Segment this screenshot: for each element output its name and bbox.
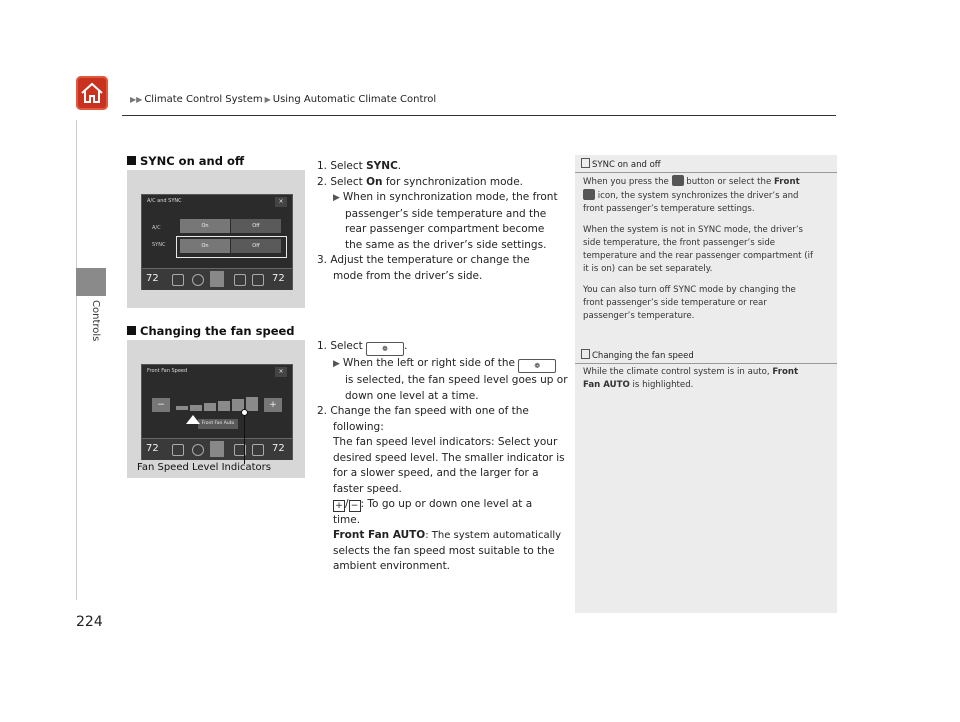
- plus-icon: +: [333, 500, 345, 512]
- vent-icon: [192, 444, 204, 456]
- page-number: 224: [76, 614, 103, 630]
- bullet-square-icon: [127, 326, 136, 335]
- sync-steps: 1. Select SYNC. 2. Select On for synchronization mode. ▶ When in synchronization mode, the front passenger’s side temperature and the rear passenger compartment become the same as the driver’s side settings. 3. Adjust the temperature or change the mode from the driver’s side.: [317, 160, 558, 282]
- callout-dot: [241, 409, 248, 416]
- callout-line: [244, 412, 245, 464]
- section-heading-fan: Changing the fan speed: [127, 324, 295, 338]
- seat-icon: [172, 444, 184, 456]
- arrow-icon: ▶: [333, 359, 340, 369]
- notes-panel: [575, 155, 837, 613]
- ac-off-button: Off: [231, 219, 281, 233]
- note-body-fan: While the climate control system is in auto, Front Fan AUTO is highlighted.: [583, 367, 799, 390]
- defrost-icon: [234, 274, 246, 286]
- ac-on-button: On: [180, 219, 230, 233]
- fan-minus-button: −: [152, 398, 170, 412]
- seat-icon: [252, 274, 264, 286]
- note-title-sync: SYNC on and off: [581, 158, 661, 170]
- fan-level-indicator: [218, 401, 230, 411]
- touch-pointer-icon: [186, 415, 200, 424]
- fan-icon: [210, 271, 224, 287]
- arrow-icon: ▶: [333, 193, 340, 203]
- fan-level-indicator: [176, 406, 188, 410]
- sync-button-icon: [672, 175, 684, 186]
- close-icon: ×: [275, 197, 287, 207]
- breadcrumb-arrow-icon: ▶▶: [130, 95, 143, 104]
- note-icon: [581, 349, 590, 359]
- sync-on-button: On: [180, 239, 230, 253]
- temp-right: 72: [272, 273, 285, 284]
- fan-level-indicator: [190, 405, 202, 411]
- vent-icon: [192, 274, 204, 286]
- fan-steps: 1. Select ❁ . ▶ When the left or right side of the ❁ is selected, the fan speed level goes up or down one level at a time. 2. Change the fan speed with one of the following: The fan speed level indicators: Select your desired speed level. The smaller indicator is for a slower speed, and the larger for a faster speed. + / − : To go up or down one level at a time. Front Fan AUTO: The system automatically selects the fan speed most suitable to the ambient environment.: [317, 340, 568, 572]
- ac-row-label: A/C: [152, 225, 161, 231]
- note-divider: [575, 363, 837, 364]
- fan-speed-level-indicators-label: Fan Speed Level Indicators: [137, 462, 271, 473]
- fan-level-indicator: [204, 403, 216, 411]
- climate-bar: [142, 268, 292, 290]
- fan-button-icon: ❁: [366, 342, 404, 356]
- screen-title: A/C and SYNC: [147, 198, 182, 204]
- climate-bar: [142, 438, 292, 460]
- sync-row-label: SYNC: [152, 242, 166, 248]
- home-icon[interactable]: [76, 76, 108, 110]
- front-fan-auto-button: Front Fan Auto: [198, 419, 238, 429]
- breadcrumb-item[interactable]: Climate Control System: [144, 94, 263, 105]
- fan-plus-button: +: [264, 398, 282, 412]
- sync-screen-image: [127, 170, 305, 308]
- seat-icon: [172, 274, 184, 286]
- temp-left: 72: [146, 273, 159, 284]
- breadcrumb-item[interactable]: Using Automatic Climate Control: [272, 94, 437, 105]
- fan-button-icon: ❁: [518, 359, 556, 373]
- breadcrumb: [128, 94, 436, 105]
- note-body-sync: When you press the button or select the Front icon, the system synchronizes the driver’s and front passenger’s temperature settings. When the system is not in SYNC mode, the driver’s side temperature, the front passenger’s side temperature and the rear passenger compartment (if it is on) can be set separately. You can also turn off SYNC mode by changing the front passenger’s side temperature or rear passenger’s temperature.: [583, 177, 814, 321]
- minus-icon: −: [349, 500, 361, 512]
- fan-screen: [141, 364, 293, 460]
- close-icon: ×: [275, 367, 287, 377]
- sidebar-label: Controls: [90, 300, 101, 342]
- fan-icon: [210, 441, 224, 457]
- sync-off-button: Off: [231, 239, 281, 253]
- breadcrumb-arrow-icon: ▶: [264, 95, 271, 104]
- section-heading-sync: SYNC on and off: [127, 154, 244, 168]
- note-icon: [581, 158, 590, 168]
- sidebar-tab[interactable]: [76, 268, 106, 296]
- note-title-fan: Changing the fan speed: [581, 349, 694, 361]
- note-divider: [575, 172, 837, 173]
- screen-title: Front Fan Speed: [147, 368, 188, 374]
- sidebar-line: [76, 120, 77, 600]
- header-divider: [122, 115, 836, 116]
- temp-right: 72: [272, 443, 285, 454]
- seat-icon: [252, 444, 264, 456]
- sync-screen: [141, 194, 293, 290]
- temp-left: 72: [146, 443, 159, 454]
- bullet-square-icon: [127, 156, 136, 165]
- sync-icon: [583, 189, 595, 200]
- fan-level-indicator: [246, 397, 258, 411]
- fan-screen-image: [127, 340, 305, 478]
